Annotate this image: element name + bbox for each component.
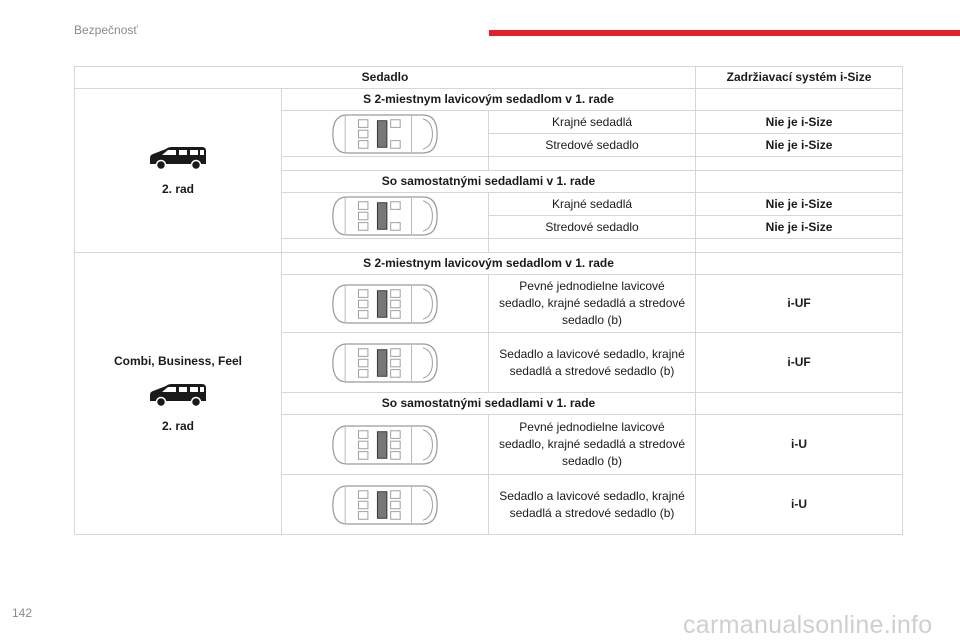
seat-layout-icon bbox=[330, 112, 440, 156]
empty-cell bbox=[696, 253, 903, 275]
header-isize: Zadržiavací systém i-Size bbox=[696, 67, 903, 89]
seat-cell: Stredové sedadlo bbox=[489, 134, 696, 157]
seat-cell: Pevné jednodielne lavicové sedadlo, krajné sedadlá a stredové sedadlo (b) bbox=[489, 275, 696, 333]
van-icon bbox=[146, 143, 210, 171]
header-accent-bar bbox=[489, 30, 960, 36]
spacer-cell bbox=[696, 239, 903, 253]
section-title: Bezpečnosť bbox=[74, 23, 138, 37]
isize-value: i-U bbox=[696, 475, 903, 535]
version-label: Combi, Business, Feel bbox=[113, 353, 243, 368]
isize-value: Nie je i-Size bbox=[696, 193, 903, 216]
subgroup-title: S 2-miestnym lavicovým sedadlom v 1. rade bbox=[282, 253, 696, 275]
spacer-cell bbox=[489, 157, 696, 171]
subgroup-title: So samostatnými sedadlami v 1. rade bbox=[282, 171, 696, 193]
empty-cell bbox=[696, 89, 903, 111]
isize-value: i-UF bbox=[696, 275, 903, 333]
seat-cell: Krajné sedadlá bbox=[489, 111, 696, 134]
seat-diagram-cell bbox=[282, 475, 489, 535]
seat-layout-icon bbox=[330, 483, 440, 527]
seat-diagram-cell bbox=[282, 415, 489, 475]
van-icon bbox=[146, 380, 210, 408]
seat-diagram-cell bbox=[282, 275, 489, 333]
page-number: 142 bbox=[12, 606, 33, 620]
watermark: carmanualsonline.info bbox=[683, 611, 933, 639]
seat-layout-icon bbox=[330, 423, 440, 467]
isize-value: Nie je i-Size bbox=[696, 134, 903, 157]
group-cell bbox=[75, 89, 282, 253]
empty-cell bbox=[696, 171, 903, 193]
subgroup-title: S 2-miestnym lavicovým sedadlom v 1. rade bbox=[282, 89, 696, 111]
seat-cell: Sedadlo a lavicové sedadlo, krajné sedadlá a stredové sedadlo (b) bbox=[489, 333, 696, 393]
group-cell bbox=[75, 253, 282, 535]
spacer-cell bbox=[489, 239, 696, 253]
seat-cell: Sedadlo a lavicové sedadlo, krajné sedadlá a stredové sedadlo (b) bbox=[489, 475, 696, 535]
seat-diagram-cell bbox=[282, 111, 489, 157]
row-label: 2. rad bbox=[161, 182, 194, 196]
isize-value: i-U bbox=[696, 415, 903, 475]
isize-table bbox=[74, 66, 903, 535]
seat-diagram-cell bbox=[282, 333, 489, 393]
empty-cell bbox=[696, 393, 903, 415]
seat-cell: Krajné sedadlá bbox=[489, 193, 696, 216]
spacer-cell bbox=[282, 157, 489, 171]
seat-layout-icon bbox=[330, 194, 440, 238]
isize-value: Nie je i-Size bbox=[696, 111, 903, 134]
spacer-cell bbox=[282, 239, 489, 253]
isize-value: i-UF bbox=[696, 333, 903, 393]
spacer-cell bbox=[696, 157, 903, 171]
row-label: 2. rad bbox=[161, 418, 194, 433]
seat-layout-icon bbox=[330, 341, 440, 385]
header-seat: Sedadlo bbox=[75, 67, 696, 89]
isize-value: Nie je i-Size bbox=[696, 216, 903, 239]
seat-cell: Pevné jednodielne lavicové sedadlo, krajné sedadlá a stredové sedadlo (b) bbox=[489, 415, 696, 475]
subgroup-title: So samostatnými sedadlami v 1. rade bbox=[282, 393, 696, 415]
seat-layout-icon bbox=[330, 282, 440, 326]
seat-cell: Stredové sedadlo bbox=[489, 216, 696, 239]
seat-diagram-cell bbox=[282, 193, 489, 239]
